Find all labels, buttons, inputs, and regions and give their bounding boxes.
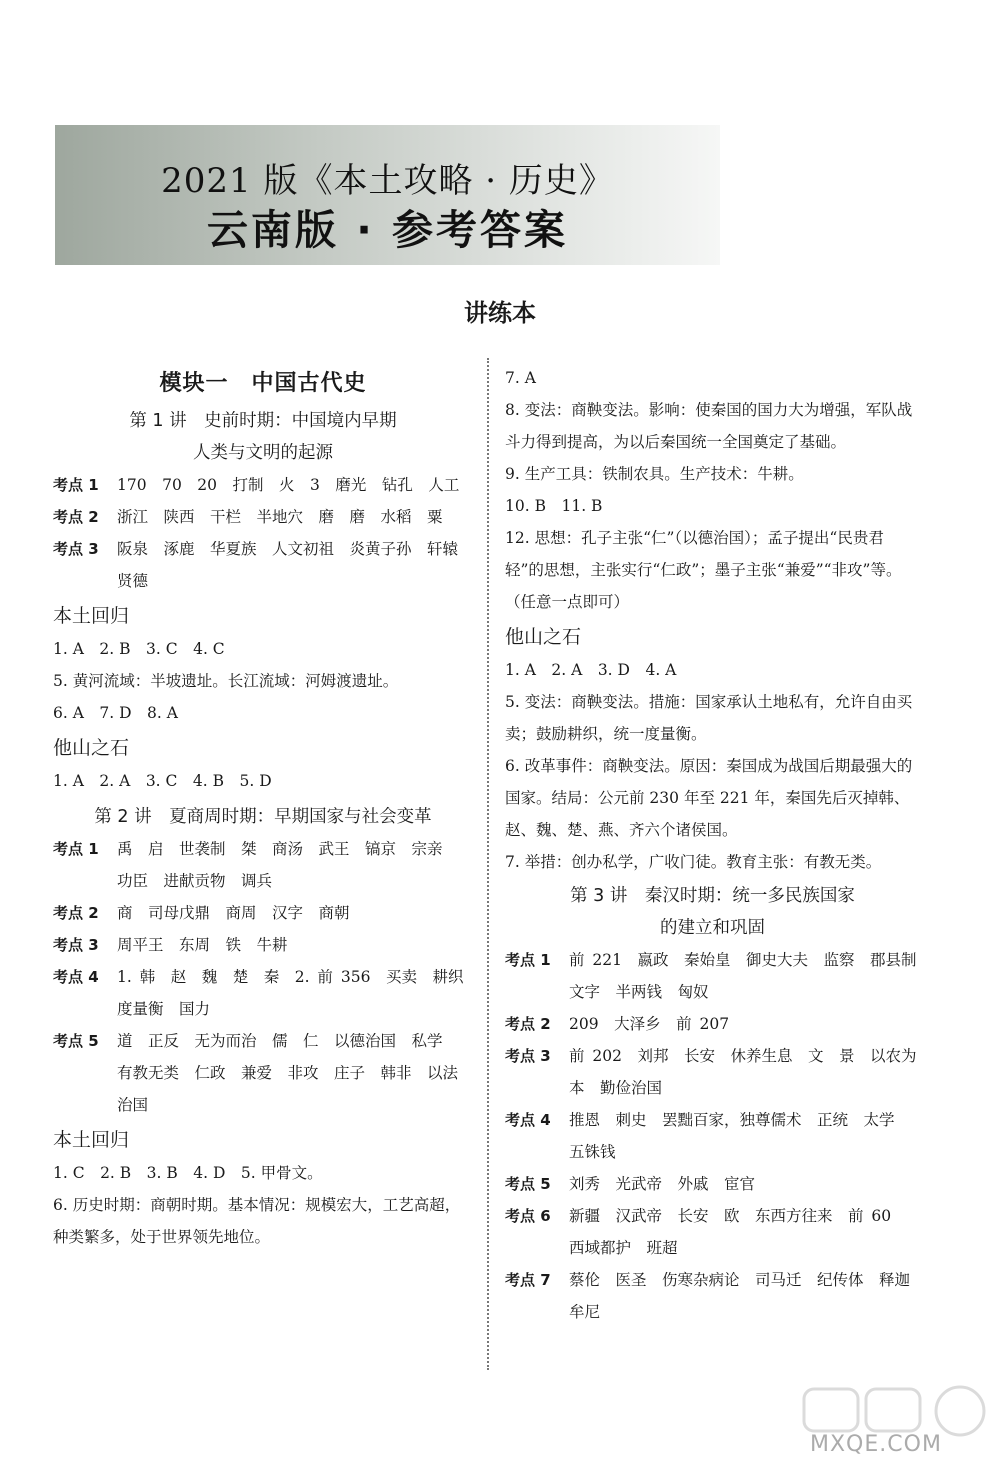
key-point-label: 考点 2 bbox=[505, 1015, 551, 1033]
key-point bbox=[53, 501, 473, 533]
key-point-text: 新疆 汉武帝 长安 欧 东西方往来 前 60 西域都护 班超 bbox=[569, 1207, 907, 1257]
key-point-label: 考点 3 bbox=[505, 1047, 551, 1065]
section-title: 讲练本 bbox=[464, 299, 536, 327]
subsection-heading: 本土回归 bbox=[53, 605, 130, 627]
key-point-label: 考点 7 bbox=[505, 1271, 551, 1289]
lesson-1-title: 第 1 讲 史前时期：中国境内早期 bbox=[129, 411, 397, 431]
key-point-text: 推恩 刺史 罢黜百家，独尊儒术 正统 太学 五铢钱 bbox=[569, 1111, 911, 1161]
key-point-text: 209 大泽乡 前 207 bbox=[569, 1015, 730, 1033]
answer-line: 6. A 7. D 8. A bbox=[53, 704, 178, 722]
key-point bbox=[505, 1008, 920, 1040]
key-point-label: 考点 2 bbox=[53, 904, 99, 922]
banner-title-line2: 云南版 · 参考答案 bbox=[206, 206, 569, 254]
column-divider bbox=[487, 358, 489, 1370]
key-point bbox=[505, 944, 933, 1008]
key-point-label: 考点 1 bbox=[53, 840, 99, 858]
left-column bbox=[53, 362, 479, 1253]
key-point-label: 考点 4 bbox=[505, 1111, 551, 1129]
key-point-label: 考点 1 bbox=[53, 476, 99, 494]
subsection-heading: 他山之石 bbox=[53, 737, 130, 759]
key-point bbox=[505, 1264, 920, 1328]
key-point bbox=[53, 833, 473, 897]
lesson-3-title: 第 3 讲 秦汉时期：统一多民族国家 bbox=[570, 886, 855, 906]
answer-line: 1. A 2. B 3. C 4. C bbox=[53, 640, 225, 658]
answer-line: 6. 改革事件：商鞅变法。原因：秦国成为战国后期最强大的国家。结局：公元前 230 年至 221 年，秦国先后灭掉韩、赵、魏、楚、燕、齐六个诸侯国。 bbox=[505, 757, 913, 839]
lesson-1-subtitle: 人类与文明的起源 bbox=[193, 443, 333, 463]
key-point bbox=[505, 1104, 920, 1168]
answer-line: 7. 举措：创办私学，广收门徒。教育主张：有教无类。 bbox=[505, 853, 882, 871]
module-heading: 模块一 中国古代史 bbox=[159, 371, 367, 396]
key-point bbox=[53, 961, 479, 1025]
answer-line: 10. B 11. B bbox=[505, 497, 603, 515]
answer-line: 1. A 2. A 3. D 4. A bbox=[505, 661, 677, 679]
key-point-label: 考点 6 bbox=[505, 1207, 551, 1225]
answer-line: 6. 历史时期：商朝时期。基本情况：规模宏大，工艺高超，种类繁多，处于世界领先地位。 bbox=[53, 1196, 461, 1246]
answer-line: 5. 变法：商鞅变法。措施：国家承认土地私有，允许自由买卖；鼓励耕织，统一度量衡。 bbox=[505, 693, 913, 743]
key-point-text: 前 221 嬴政 秦始皇 御史大夫 监察 郡县制 文字 半两钱 匈奴 bbox=[569, 951, 933, 1001]
key-point bbox=[505, 1168, 920, 1200]
subsection-heading: 他山之石 bbox=[505, 626, 582, 648]
key-point-label: 考点 2 bbox=[53, 508, 99, 526]
right-column bbox=[505, 362, 933, 1328]
key-point bbox=[53, 897, 473, 929]
key-point-label: 考点 5 bbox=[505, 1175, 551, 1193]
key-point-label: 考点 4 bbox=[53, 968, 99, 986]
key-point-label: 考点 3 bbox=[53, 936, 99, 954]
key-point bbox=[53, 1025, 473, 1121]
key-point-text: 商 司母戊鼎 商周 汉字 商朝 bbox=[117, 904, 350, 922]
answer-line: 1. C 2. B 3. B 4. D 5. 甲骨文。 bbox=[53, 1164, 323, 1182]
key-point-text: 阪泉 涿鹿 华夏族 人文初祖 炎黄子孙 轩辕 贤德 bbox=[117, 540, 474, 590]
lesson-2-title: 第 2 讲 夏商周时期：早期国家与社会变革 bbox=[94, 807, 432, 827]
key-point-text: 1. 韩 赵 魏 楚 秦 2. 前 356 买卖 耕织 度量衡 国力 bbox=[117, 968, 479, 1018]
key-point bbox=[505, 1200, 920, 1264]
key-point-text: 蔡伦 医圣 伤寒杂病论 司马迁 纪传体 释迦牟尼 bbox=[569, 1271, 911, 1321]
key-point-text: 刘秀 光武帝 外戚 宦官 bbox=[569, 1175, 756, 1193]
key-point-text: 道 正反 无为而治 儒 仁 以德治国 私学 有教无类 仁政 兼爱 非攻 庄子 韩非 以法治国 bbox=[117, 1032, 459, 1114]
key-point bbox=[505, 1040, 920, 1104]
key-point-text: 170 70 20 打制 火 3 磨光 钻孔 人工 bbox=[117, 476, 460, 494]
banner-title-line1: 2021 版《本土攻略 · 历史》 bbox=[161, 161, 614, 201]
key-point-text: 前 202 刘邦 长安 休养生息 文 景 以农为本 勤俭治国 bbox=[569, 1047, 917, 1097]
key-point-text: 浙江 陕西 干栏 半地穴 磨 磨 水稻 粟 bbox=[117, 508, 443, 526]
key-point bbox=[53, 929, 473, 961]
key-point-label: 考点 1 bbox=[505, 951, 551, 969]
key-point bbox=[53, 469, 473, 501]
answer-line: 5. 黄河流域：半坡遗址。长江流域：河姆渡遗址。 bbox=[53, 672, 399, 690]
answer-line: 9. 生产工具：铁制农具。生产技术：牛耕。 bbox=[505, 465, 804, 483]
title-banner bbox=[55, 125, 720, 265]
answer-line: 7. A bbox=[505, 369, 536, 387]
key-point-text: 禹 启 世袭制 桀 商汤 武王 镐京 宗亲 功臣 进献贡物 调兵 bbox=[117, 840, 459, 890]
key-point-text: 周平王 东周 铁 牛耕 bbox=[117, 936, 288, 954]
answer-line: 8. 变法：商鞅变法。影响：使秦国的国力大为增强，军队战斗力得到提高，为以后秦国统一全国奠定了基础。 bbox=[505, 401, 913, 451]
watermark-text: MXQE.COM bbox=[810, 1432, 942, 1457]
answer-line: 1. A 2. A 3. C 4. B 5. D bbox=[53, 772, 272, 790]
lesson-3-subtitle: 的建立和巩固 bbox=[660, 918, 765, 938]
answer-line: 12. 思想：孔子主张“仁”（以德治国）；孟子提出“民贵君轻”的思想，主张实行“仁政”；墨子主张“兼爱”“非攻”等。（任意一点即可） bbox=[505, 529, 902, 611]
key-point bbox=[53, 533, 473, 597]
key-point-label: 考点 5 bbox=[53, 1032, 99, 1050]
key-point-label: 考点 3 bbox=[53, 540, 99, 558]
subsection-heading: 本土回归 bbox=[53, 1129, 130, 1151]
